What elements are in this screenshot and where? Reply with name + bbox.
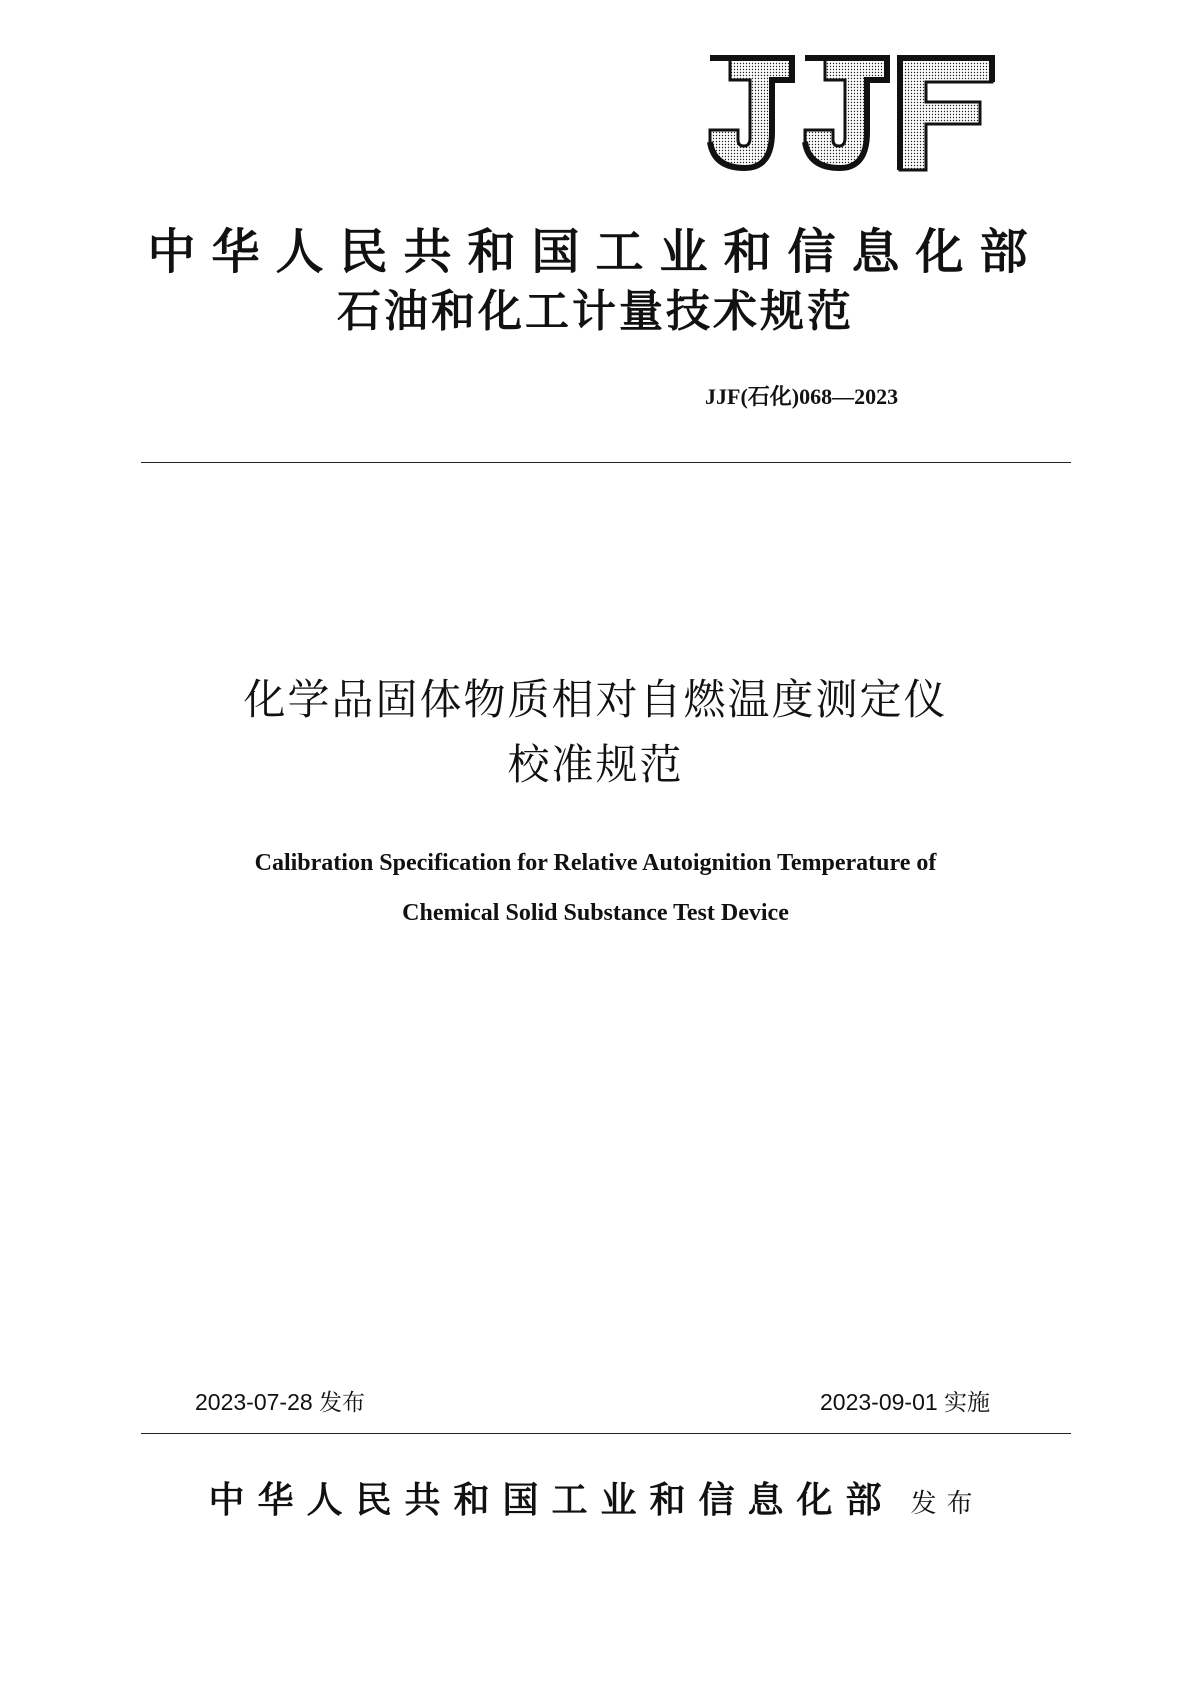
logo-letter-j-2 <box>805 58 887 168</box>
logo-letter-f <box>900 58 992 170</box>
english-title-line-1: Calibration Specification for Relative Autoignition Temperature of <box>254 850 937 876</box>
document-title-line-1: 化学品固体物质相对自燃温度测定仪 <box>243 675 948 724</box>
issuing-authority-title: 中华人民共和国工业和信息化部 <box>147 224 1044 280</box>
document-title-line-2: 校准规范 <box>507 740 684 789</box>
top-divider <box>141 462 1071 463</box>
effective-date: 2023-09-01 实施 <box>820 1389 991 1415</box>
publisher-name: 中华人民共和国工业和信息化部 <box>208 1479 895 1521</box>
english-title-line-2: Chemical Solid Substance Test Device <box>402 900 789 926</box>
issue-date: 2023-07-28 发布 <box>195 1389 366 1415</box>
bottom-divider <box>141 1433 1071 1434</box>
publisher-line <box>0 1475 1191 1529</box>
logo-letter-j-1 <box>710 58 792 168</box>
publisher-suffix: 发布 <box>910 1489 983 1519</box>
jjf-logo <box>700 50 1000 180</box>
specification-category: 石油和化工计量技术规范 <box>337 286 854 337</box>
document-number: JJF(石化)068—2023 <box>705 384 899 409</box>
